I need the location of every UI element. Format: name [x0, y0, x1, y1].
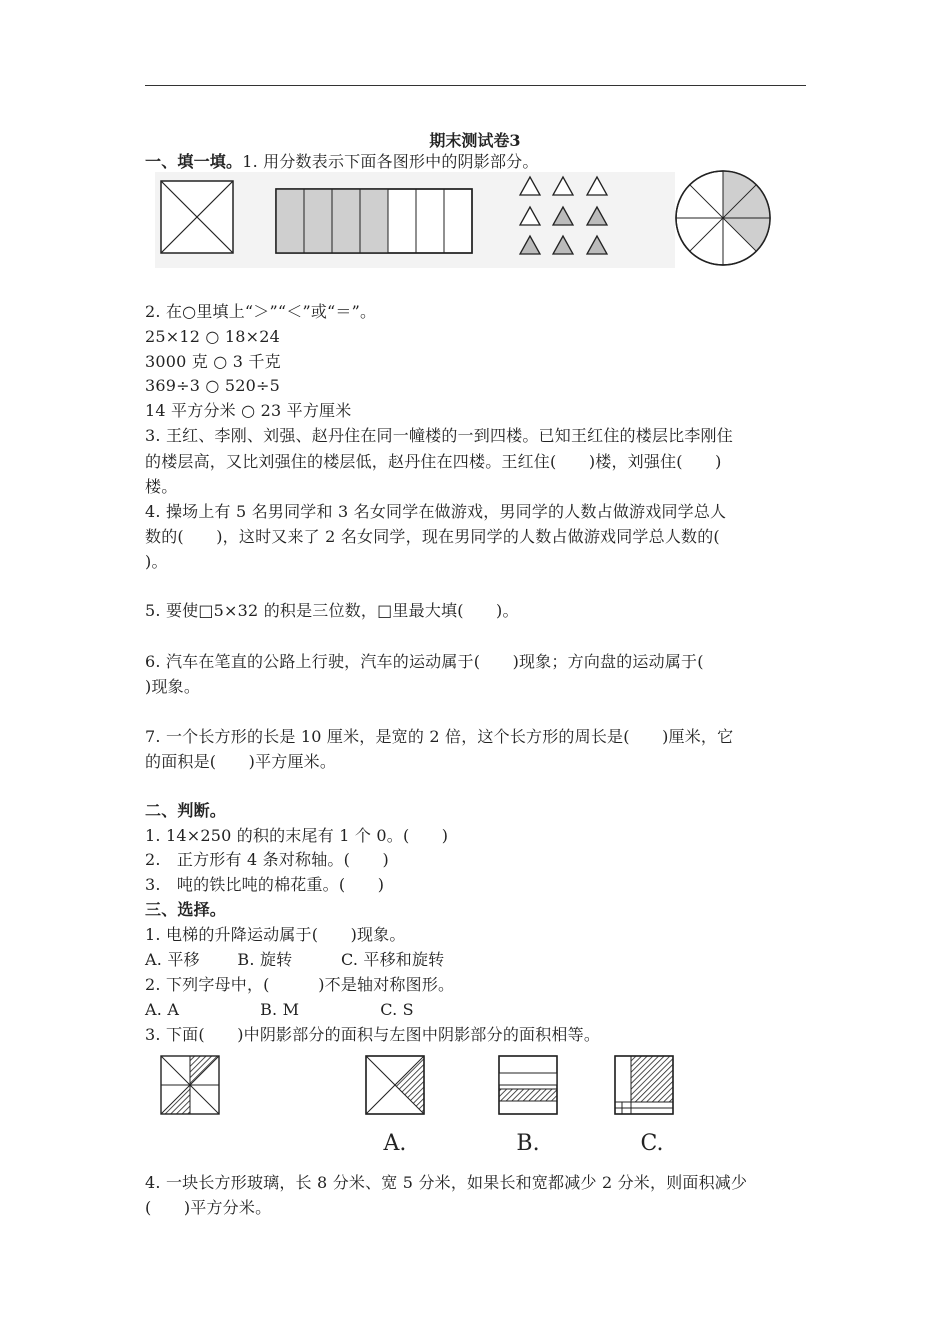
q6-line-2: )现象。	[145, 677, 201, 696]
judge-item-1: 1. 14×250 的积的末尾有 1 个 0。( )	[145, 826, 449, 845]
triangles-figure	[520, 177, 607, 254]
square-figure	[161, 181, 233, 253]
fraction-figures	[145, 170, 835, 270]
q3-line-3: 楼。	[145, 477, 178, 496]
section-1-heading: 一、填一填。	[145, 152, 243, 171]
option-b-label: B.	[516, 1131, 540, 1156]
option-c-label: C.	[640, 1131, 664, 1156]
q3-line-2: 的楼层高，又比刘强住的楼层低，赵丹住在四楼。王红住( )楼，刘强住( )	[145, 452, 722, 471]
reference-figure	[161, 1056, 219, 1114]
compare-4: 14 平方分米 ○ 23 平方厘米	[145, 401, 352, 420]
compare-3: 369÷3 ○ 520÷5	[145, 376, 280, 395]
choice-q4-line-2: ( )平方分米。	[145, 1198, 272, 1217]
option-b-figure	[499, 1056, 557, 1114]
choice-q1: 1. 电梯的升降运动属于( )现象。	[145, 925, 406, 944]
s1-line	[145, 152, 539, 172]
option-c-figure	[615, 1056, 673, 1114]
section-3-heading: 三、选择。	[145, 900, 227, 919]
choice-q1-options: A. 平移 B. 旋转 C. 平移和旋转	[145, 950, 445, 969]
choice-q2-options: A. A B. M C. S	[145, 1000, 414, 1019]
q4-line-1: 4. 操场上有 5 名男同学和 3 名女同学在做游戏，男同学的人数占做游戏同学总人	[145, 502, 727, 521]
section-2-heading: 二、判断。	[145, 801, 227, 820]
compare-2: 3000 克 ○ 3 千克	[145, 352, 281, 371]
q1-text: 1. 用分数表示下面各图形中的阴影部分。	[242, 152, 539, 171]
q7-line-2: 的面积是( )平方厘米。	[145, 752, 337, 771]
q2-text: 2. 在○里填上“＞”“＜”或“＝”。	[145, 302, 377, 321]
q7-line-1: 7. 一个长方形的长是 10 厘米，是宽的 2 倍，这个长方形的周长是( )厘米，它	[145, 727, 734, 746]
choice-q4-line-1: 4. 一块长方形玻璃，长 8 分米、宽 5 分米，如果长和宽都减少 2 分米，则面积减少	[145, 1173, 748, 1192]
choice-q3: 3. 下面( )中阴影部分的面积与左图中阴影部分的面积相等。	[145, 1025, 601, 1044]
q4-line-3: )。	[145, 552, 168, 571]
choice-q2: 2. 下列字母中，( )不是轴对称图形。	[145, 975, 455, 994]
area-figures	[150, 1050, 710, 1160]
q6-line-1: 6. 汽车在笔直的公路上行驶，汽车的运动属于( )现象；方向盘的运动属于(	[145, 652, 704, 671]
q5-text: 5. 要使□5×32 的积是三位数，□里最大填( )。	[145, 601, 519, 620]
circle-figure	[676, 171, 770, 265]
judge-item-2: 2. 正方形有 4 条对称轴。( )	[145, 850, 389, 869]
compare-1: 25×12 ○ 18×24	[145, 327, 280, 346]
option-a-figure	[366, 1056, 424, 1114]
judge-item-3: 3. 吨的铁比吨的棉花重。( )	[145, 875, 385, 894]
page-title: 期末测试卷3	[429, 131, 521, 150]
header-rule	[145, 85, 806, 86]
option-a-label: A.	[383, 1131, 407, 1156]
q4-line-2: 数的( )，这时又来了 2 名女同学，现在男同学的人数占做游戏同学总人数的(	[145, 527, 720, 546]
strip-figure	[276, 189, 472, 253]
q3-line-1: 3. 王红、李刚、刘强、赵丹住在同一幢楼的一到四楼。已知王红住的楼层比李刚住	[145, 426, 733, 445]
